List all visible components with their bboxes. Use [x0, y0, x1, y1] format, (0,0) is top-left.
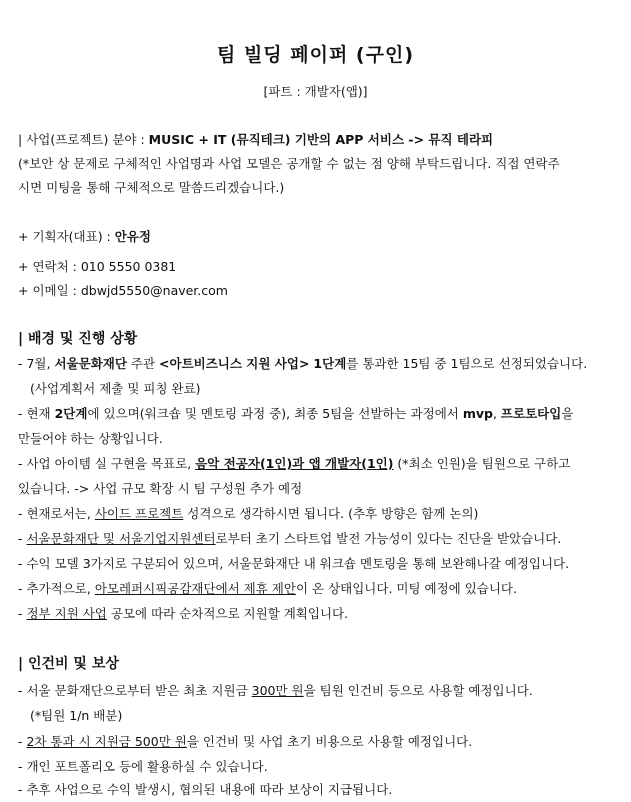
initial-fund-amount: 300만 원 [251, 683, 304, 698]
business-field-label: | 사업(프로젝트) 분야 : [18, 132, 149, 147]
business-field-line [18, 131, 493, 149]
background-line-1 [18, 355, 587, 373]
text: - 현재 [18, 406, 55, 421]
text: - 추가적으로, [18, 581, 95, 596]
background-line-7 [18, 505, 478, 523]
email-line: + 이메일 : dbwjd5550@naver.com [18, 283, 228, 298]
text: , [492, 406, 501, 421]
stage-label: 2단계 [54, 406, 88, 421]
side-project-label: 사이드 프로젝트 [94, 506, 184, 521]
prototype-label: 프로토타입 [500, 406, 562, 421]
background-line-2: (사업계획서 제출 및 피칭 완료) [30, 381, 201, 396]
text: 성격으로 생각하시면 됩니다. (추후 방향은 함께 논의) [183, 506, 479, 521]
background-line-6: 있습니다. -> 사업 규모 확장 시 팀 구성원 추가 예정 [18, 481, 303, 496]
compensation-line-4: - 개인 포트폴리오 등에 활용하실 수 있습니다. [18, 759, 268, 774]
background-line-9: - 수익 모델 3가지로 구분되어 있으며, 서울문화재단 내 워크숍 멘토링을 통해 보완해나갈 예정입니다. [18, 556, 570, 571]
text: 로부터 초기 스타트업 발전 가능성이 있다는 진단을 받았습니다. [215, 531, 562, 546]
gov-support-label: 정부 지원 사업 [26, 606, 107, 621]
planner-label: + 기획자(대표) : [18, 229, 115, 244]
text: 주관 [126, 356, 160, 371]
background-line-8 [18, 530, 561, 548]
text: - [18, 734, 27, 749]
background-line-5 [18, 455, 570, 473]
program-name: <아트비즈니스 지원 사업> [159, 356, 310, 371]
institutions: 서울문화재단 및 서울기업지원센터 [26, 531, 216, 546]
text: - [18, 606, 27, 621]
background-line-3 [18, 405, 573, 423]
text: 이 온 상태입니다. 미팅 예정에 있습니다. [295, 581, 517, 596]
planner-line [18, 228, 151, 246]
foundation-name: 서울문화재단 [54, 356, 127, 371]
text: - 현재로서는, [18, 506, 95, 521]
phone-line: + 연락처 : 010 5550 0381 [18, 259, 177, 274]
intro-note-line-1: (*보안 상 문제로 구체적인 사업명과 사업 모델은 공개할 수 없는 점 양해 부탁드립니다. 직접 연락주 [18, 156, 560, 171]
text: - 서울 문화재단으로부터 받은 최초 지원금 [18, 683, 252, 698]
text: 공모에 따라 순차적으로 지원할 계획입니다. [106, 606, 349, 621]
background-line-10 [18, 580, 517, 598]
text: 을 팀원 인건비 등으로 사용할 예정입니다. [303, 683, 533, 698]
background-line-4: 만들어야 하는 상황입니다. [18, 431, 163, 446]
compensation-line-1 [18, 682, 533, 700]
text: - 7월, [18, 356, 55, 371]
background-heading: | 배경 및 진행 상황 [18, 331, 138, 347]
compensation-line-2: (*팀원 1/n 배분) [30, 708, 123, 723]
compensation-heading: | 인건비 및 보상 [18, 656, 119, 672]
text: 를 통과한 15팀 중 1팀으로 선정되었습니다. [346, 356, 588, 371]
compensation-line-5: - 추후 사업으로 수익 발생시, 협의된 내용에 따라 보상이 지급됩니다. [18, 782, 393, 797]
text: (*최소 인원)을 팀원으로 구하고 [393, 456, 571, 471]
compensation-line-3 [18, 733, 472, 751]
page-title: 팀 빌딩 페이퍼 (구인) [216, 44, 415, 66]
text: - [18, 531, 27, 546]
page-subtitle: [파트 : 개발자(앱)] [263, 84, 368, 99]
text: - 사업 아이템 실 구현을 목표로, [18, 456, 196, 471]
text: 을 인건비 및 사업 초기 비용으로 사용할 예정입니다. [186, 734, 473, 749]
text: 을 [561, 406, 574, 421]
second-fund-amount: 2차 통과 시 지원금 500만 원 [26, 734, 187, 749]
text: 에 있으며(워크숍 및 멘토링 과정 중), 최종 5팀을 선발하는 과정에서 [87, 406, 463, 421]
stage-label: 1단계 [313, 356, 347, 371]
business-field-value: MUSIC + IT (뮤직테크) 기반의 APP 서비스 -> 뮤직 테라피 [148, 132, 494, 147]
intro-note-line-2: 시면 미팅을 통해 구체적으로 말씀드리겠습니다.) [18, 180, 285, 195]
recruit-roles: 음악 전공자(1인)과 앱 개발자(1인) [195, 456, 394, 471]
mvp-label: mvp [462, 406, 493, 421]
partnership-offer: 아모레퍼시픽공감재단에서 제휴 제안 [94, 581, 296, 596]
planner-name: 안유정 [114, 229, 151, 244]
background-line-11 [18, 605, 348, 623]
